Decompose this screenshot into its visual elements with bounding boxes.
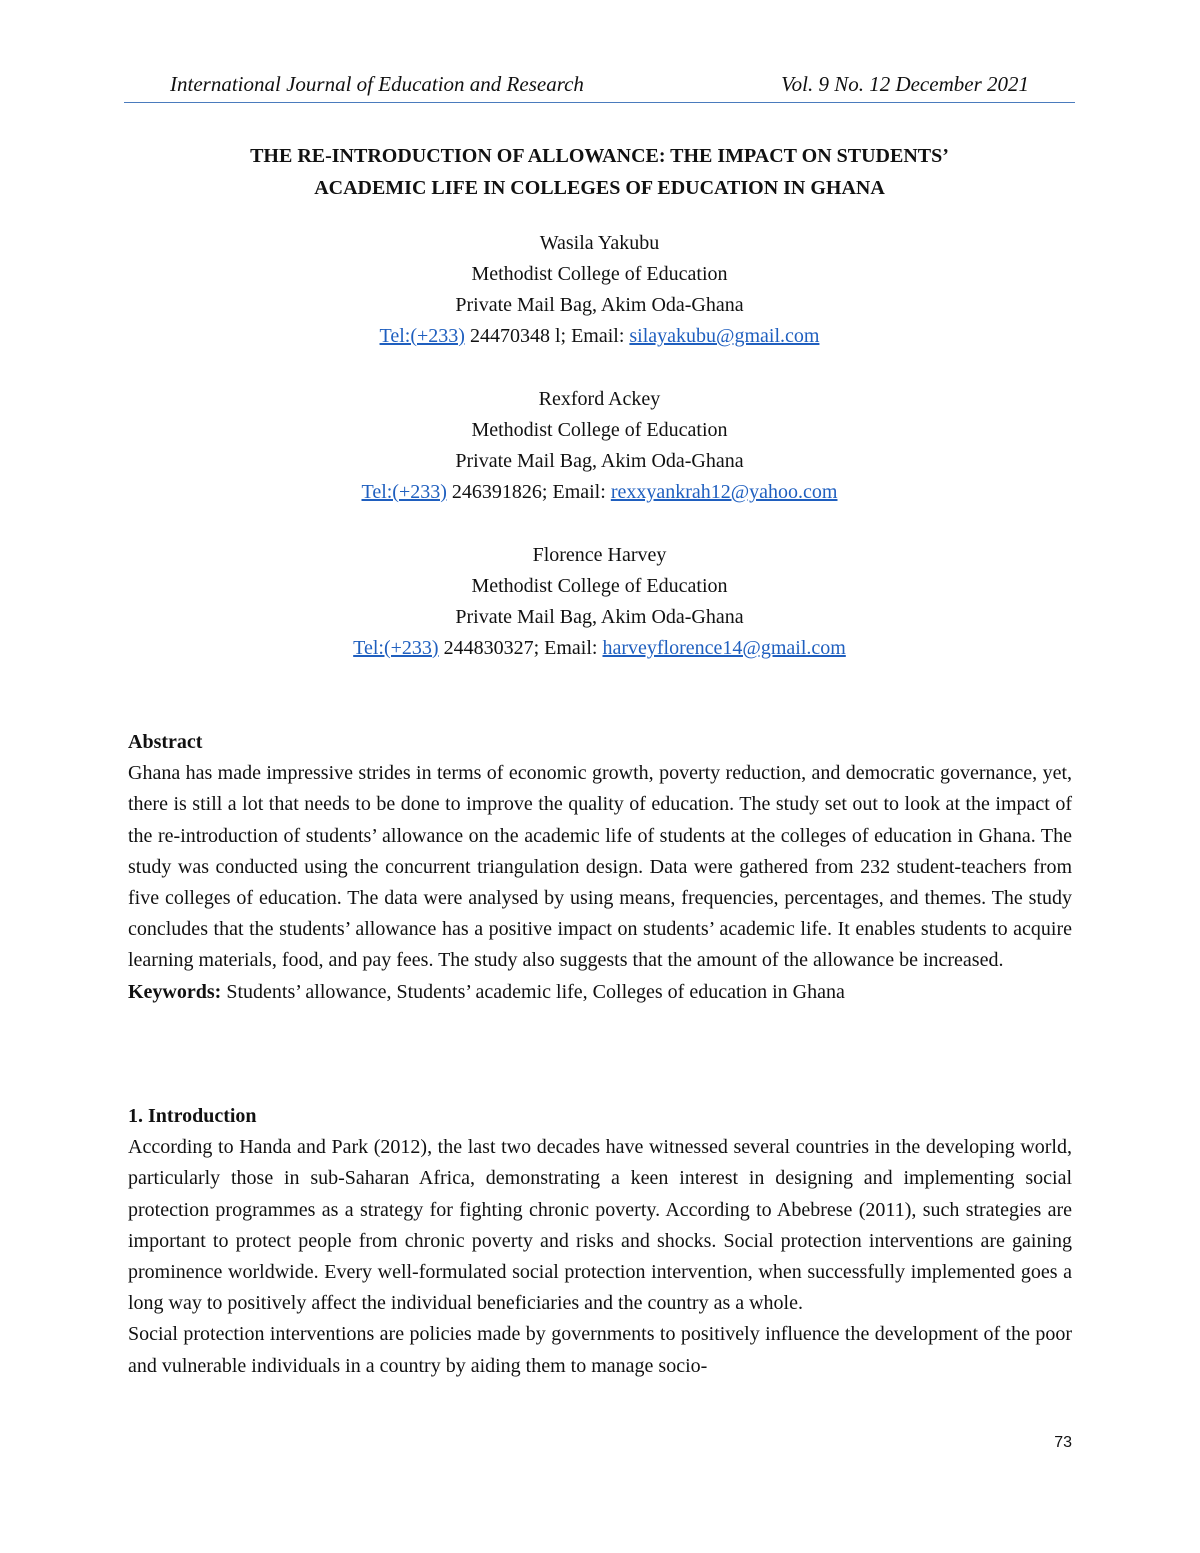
author-name: Florence Harvey [532,544,667,566]
running-header [124,66,1075,103]
author-block-3 [124,540,1075,664]
introduction-paragraph-2: Social protection interventions are policies made by governments to positively influence the development of the poor and vulnerable individuals in a country by aiding them to manage socio- [128,1323,1072,1377]
tel-number: 246391826; Email: [446,481,611,503]
author-address: Private Mail Bag, Akim Oda-Ghana [455,606,744,628]
author-name: Rexford Ackey [538,388,661,410]
title-line-2: ACADEMIC LIFE IN COLLEGES OF EDUCATION IN GHANA [314,177,885,199]
paper-title [124,140,1075,204]
author-contact [124,321,1075,352]
issue-info: Vol. 9 No. 12 December 2021 [781,72,1029,96]
author-contact [124,477,1075,508]
author-contact [124,633,1075,664]
tel-number: 244830327; Email: [438,637,603,659]
abstract-heading: Abstract [128,731,203,753]
abstract-section [128,727,1072,1008]
keywords-text: Students’ allowance, Students’ academic life, Colleges of education in Ghana [221,980,845,1003]
author-block-1 [124,228,1075,352]
keywords-label: Keywords: [128,980,222,1003]
title-line-1: THE RE-INTRODUCTION OF ALLOWANCE: THE IMPACT ON STUDENTS’ [250,145,949,167]
abstract-text: Ghana has made impressive strides in terms of economic growth, poverty reduction, and democratic governance, yet, there is still a lot that needs to be done to improve the quality of education. The study set out to look at the impact of the re-introduction of students’ allowance on the academic life of students at the colleges of education in Ghana. The study was conducted using the concurrent triangulation design. Data were gathered from 232 student-teachers from five colleges of education. The data were analysed by using means, frequencies, percentages, and themes. The study concludes that the students’ allowance has a positive impact on students’ academic life. It enables students to acquire learning materials, food, and pay fees. The study also suggests that the amount of the allowance be increased. [128,762,1072,972]
email-link[interactable]: silayakubu@gmail.com [629,325,820,347]
journal-name: International Journal of Education and Research [170,72,584,96]
introduction-section [128,1101,1072,1382]
author-block-2 [124,384,1075,508]
tel-link[interactable]: Tel:(+233) [361,481,447,503]
author-institution: Methodist College of Education [471,263,728,285]
author-address: Private Mail Bag, Akim Oda-Ghana [455,294,744,316]
tel-link[interactable]: Tel:(+233) [379,325,465,347]
introduction-heading: 1. Introduction [128,1105,257,1127]
page-number: 73 [1054,1434,1072,1451]
tel-link[interactable]: Tel:(+233) [353,637,439,659]
introduction-paragraph-1: According to Handa and Park (2012), the last two decades have witnessed several countries in the developing world, particularly those in sub-Saharan Africa, demonstrating a keen interest in designing and implementing social protection programmes as a strategy for fighting chronic poverty. According to Abebrese (2011), such strategies are important to protect people from chronic poverty and risks and shocks. Social protection interventions are gaining prominence worldwide. Every well-formulated social protection intervention, when successfully implemented goes a long way to positively affect the individual beneficiaries and the country as a whole. [128,1136,1072,1315]
author-name: Wasila Yakubu [539,232,660,254]
email-link[interactable]: rexxyankrah12@yahoo.com [610,481,838,503]
author-institution: Methodist College of Education [471,575,728,597]
tel-number: 24470348 l; Email: [464,325,630,347]
keywords [128,977,1072,1008]
author-institution: Methodist College of Education [471,419,728,441]
author-address: Private Mail Bag, Akim Oda-Ghana [455,450,744,472]
email-link[interactable]: harveyflorence14@gmail.com [602,637,846,659]
